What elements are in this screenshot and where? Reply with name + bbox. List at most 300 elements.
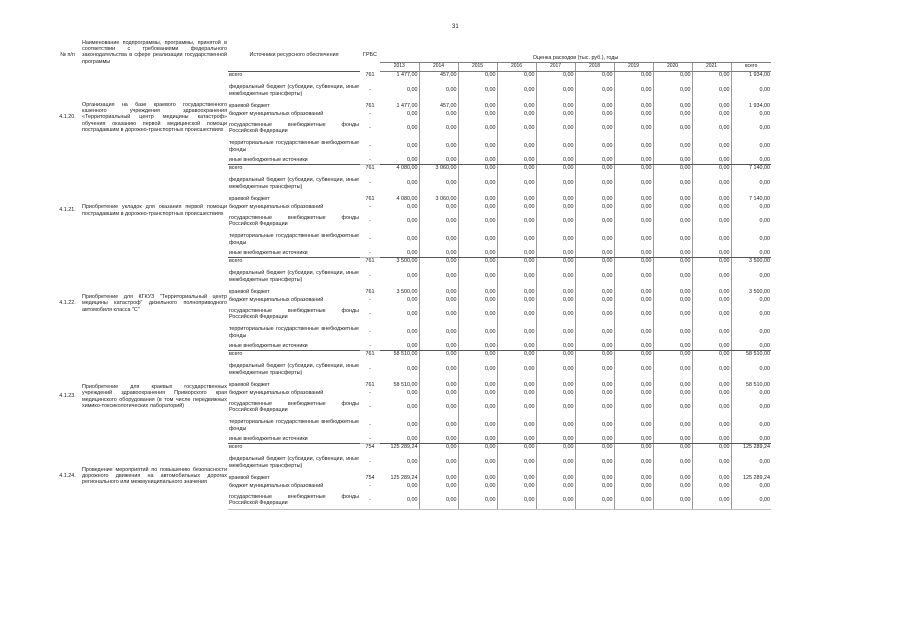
item-name: Приобретение для КГКУЗ "Территориальный центр медицины катастроф" дизельного полноприводного автомобиля класса "С" — [82, 294, 227, 313]
item-name: Приобретение для краевых государственных учреждений здравоохранения Приморского края медицинского оборудования (в том числе передвижных химико-токсикологических лабораторий) — [82, 384, 227, 409]
year-value: 0,00 — [380, 156, 419, 164]
year-value: 0,00 — [575, 443, 614, 451]
year-value: 0,00 — [458, 296, 497, 305]
grbs-code: 754 — [365, 474, 375, 481]
year-header: 2020 — [653, 62, 692, 71]
total-value: 3 500,00 — [731, 257, 771, 265]
source-label: государственные внебюджетные фонды Российской Федерации — [229, 121, 359, 134]
year-value: 0,00 — [653, 203, 692, 212]
year-value: 0,00 — [575, 435, 614, 443]
year-value: 0,00 — [419, 389, 458, 398]
grbs-code: - — [369, 403, 371, 410]
year-value: 0,00 — [419, 110, 458, 119]
total-value: 0,00 — [731, 110, 771, 119]
year-value: 0,00 — [380, 491, 419, 509]
grbs-code: - — [369, 390, 371, 397]
year-header: 2017 — [536, 62, 575, 71]
year-value: 0,00 — [458, 212, 497, 230]
year-value: 0,00 — [614, 230, 653, 249]
total-value: 0,00 — [731, 203, 771, 212]
source-label: федеральный бюджет (субсидии, субвенции, иные межбюджетные трансферты) — [229, 84, 359, 97]
source-label: краевой бюджет — [229, 102, 270, 109]
year-value: 0,00 — [614, 342, 653, 350]
year-value: 0,00 — [614, 102, 653, 110]
total-value: 0,00 — [731, 119, 771, 137]
grbs-code: - — [360, 342, 380, 350]
year-value: 0,00 — [419, 435, 458, 443]
year-value: 0,00 — [692, 102, 731, 110]
year-value: 0,00 — [536, 156, 575, 164]
grbs-code: 761 — [365, 381, 375, 388]
year-value: 58 510,00 — [393, 381, 418, 388]
year-value: 0,00 — [653, 398, 692, 416]
source-label: бюджет муниципальных образований — [229, 297, 324, 304]
year-value: 0,00 — [419, 398, 458, 416]
year-value: 0,00 — [497, 398, 536, 416]
year-value: 0,00 — [692, 398, 731, 416]
year-value: 0,00 — [497, 482, 536, 491]
year-value: 0,00 — [614, 288, 653, 296]
year-value: 0,00 — [407, 366, 418, 373]
table-row — [54, 350, 771, 358]
year-value: 0,00 — [497, 257, 536, 265]
year-value: 0,00 — [575, 296, 614, 305]
year-value: 0,00 — [497, 451, 536, 474]
year-value: 0,00 — [536, 323, 575, 342]
year-value: 0,00 — [614, 79, 653, 102]
year-value: 0,00 — [407, 124, 418, 131]
year-value: 0,00 — [497, 212, 536, 230]
grbs-code: - — [369, 483, 371, 490]
year-value: 0,00 — [575, 172, 614, 195]
year-value: 58 510,00 — [380, 350, 419, 358]
year-value: 0,00 — [614, 358, 653, 381]
item-number: 4.1.21. — [59, 207, 76, 214]
grbs-code: - — [369, 297, 371, 304]
year-value: 0,00 — [575, 381, 614, 389]
year-header: 2019 — [614, 62, 653, 71]
year-value: 0,00 — [653, 249, 692, 257]
year-value: 0,00 — [407, 422, 418, 429]
source-label: всего — [228, 257, 360, 265]
year-value: 0,00 — [692, 350, 731, 358]
year-value: 0,00 — [575, 102, 614, 110]
year-value: 3 060,00 — [419, 195, 458, 203]
year-value: 0,00 — [407, 483, 418, 490]
source-label: краевой бюджет — [229, 195, 270, 202]
year-value: 0,00 — [653, 381, 692, 389]
year-value: 0,00 — [419, 288, 458, 296]
grbs-code: - — [360, 435, 380, 443]
table-row — [54, 257, 771, 265]
item-number: 4.1.20. — [59, 114, 76, 121]
year-value: 0,00 — [536, 435, 575, 443]
year-value: 0,00 — [536, 203, 575, 212]
year-value: 0,00 — [692, 71, 731, 79]
year-value: 0,00 — [497, 110, 536, 119]
source-label: краевой бюджет — [229, 381, 270, 388]
year-value: 0,00 — [458, 172, 497, 195]
year-value: 0,00 — [419, 342, 458, 350]
year-value: 0,00 — [575, 305, 614, 323]
year-header: 2013 — [380, 62, 419, 71]
source-label: федеральный бюджет (субсидии, субвенции, иные межбюджетные трансферты) — [229, 177, 359, 190]
year-value: 0,00 — [458, 398, 497, 416]
year-value: 0,00 — [653, 358, 692, 381]
total-value: 58 510,00 — [731, 350, 771, 358]
total-value: 0,00 — [731, 491, 771, 509]
year-value: 0,00 — [497, 381, 536, 389]
year-value: 0,00 — [614, 305, 653, 323]
year-value: 0,00 — [692, 323, 731, 342]
item-name: Приобретение укладок для оказания первой помощи пострадавшим в дорожно-транспортных происшествиях — [82, 204, 227, 217]
year-value: 3 060,00 — [419, 164, 458, 172]
year-value: 0,00 — [614, 443, 653, 451]
source-label: всего — [228, 443, 360, 451]
year-value: 0,00 — [575, 156, 614, 164]
year-value: 0,00 — [614, 265, 653, 288]
total-value: 1 934,00 — [731, 102, 771, 110]
total-value: 7 140,00 — [731, 164, 771, 172]
year-value: 0,00 — [653, 350, 692, 358]
total-value: 0,00 — [731, 156, 771, 164]
total-value: 0,00 — [731, 482, 771, 491]
year-value: 0,00 — [653, 451, 692, 474]
grbs-code: - — [369, 236, 371, 243]
header-source: Источники ресурсного обеспечения — [249, 52, 339, 59]
total-value: 0,00 — [731, 416, 771, 435]
source-label: всего — [228, 350, 360, 358]
year-value: 0,00 — [536, 350, 575, 358]
source-label: федеральный бюджет (субсидии, субвенции, иные межбюджетные трансферты) — [229, 456, 359, 469]
year-value: 0,00 — [419, 203, 458, 212]
year-value: 0,00 — [458, 156, 497, 164]
year-value: 0,00 — [497, 443, 536, 451]
year-value: 0,00 — [458, 350, 497, 358]
year-value: 0,00 — [653, 172, 692, 195]
year-value: 0,00 — [692, 212, 731, 230]
year-header: 2018 — [575, 62, 614, 71]
year-value: 0,00 — [575, 474, 614, 482]
year-value: 0,00 — [575, 212, 614, 230]
year-value: 0,00 — [692, 451, 731, 474]
year-value: 0,00 — [458, 195, 497, 203]
table-row — [54, 443, 771, 451]
year-value: 0,00 — [419, 350, 458, 358]
year-value: 0,00 — [692, 381, 731, 389]
grbs-code: 761 — [365, 102, 375, 109]
grbs-code: 761 — [365, 258, 375, 265]
year-value: 0,00 — [536, 265, 575, 288]
year-value: 0,00 — [614, 137, 653, 156]
year-value: 0,00 — [407, 297, 418, 304]
year-value: 0,00 — [536, 389, 575, 398]
year-value: 0,00 — [458, 474, 497, 482]
year-value: 0,00 — [653, 491, 692, 509]
year-value: 0,00 — [407, 143, 418, 150]
year-value: 0,00 — [458, 119, 497, 137]
grbs-code: - — [369, 422, 371, 429]
year-value: 0,00 — [692, 265, 731, 288]
year-value: 0,00 — [407, 329, 418, 336]
year-value: 0,00 — [536, 195, 575, 203]
year-value: 0,00 — [536, 296, 575, 305]
year-value: 0,00 — [497, 71, 536, 79]
year-value: 0,00 — [692, 110, 731, 119]
year-value: 0,00 — [692, 119, 731, 137]
year-value: 0,00 — [458, 71, 497, 79]
year-value: 0,00 — [653, 195, 692, 203]
year-value: 0,00 — [536, 257, 575, 265]
year-value: 0,00 — [692, 305, 731, 323]
year-value: 0,00 — [536, 172, 575, 195]
year-value: 0,00 — [692, 389, 731, 398]
year-value: 0,00 — [575, 358, 614, 381]
year-value: 0,00 — [458, 389, 497, 398]
year-value: 0,00 — [653, 212, 692, 230]
total-value: 0,00 — [731, 342, 771, 350]
year-value: 0,00 — [497, 156, 536, 164]
year-value: 0,00 — [575, 79, 614, 102]
year-value: 0,00 — [536, 230, 575, 249]
source-label: территориальные государственные внебюджетные фонды — [229, 140, 359, 153]
year-value: 0,00 — [653, 288, 692, 296]
grbs-code: - — [369, 329, 371, 336]
year-value: 125 289,24 — [390, 474, 418, 481]
year-value: 4 080,00 — [396, 195, 418, 202]
total-value: 3 500,00 — [731, 288, 771, 296]
grbs-code: 761 — [365, 288, 375, 295]
year-value: 0,00 — [458, 110, 497, 119]
year-value: 0,00 — [653, 296, 692, 305]
grbs-code: 761 — [365, 71, 375, 78]
year-value: 0,00 — [575, 389, 614, 398]
year-value: 0,00 — [614, 203, 653, 212]
year-value: 0,00 — [536, 137, 575, 156]
year-value: 0,00 — [692, 435, 731, 443]
year-value: 0,00 — [497, 230, 536, 249]
page-number: 31 — [452, 24, 459, 30]
grbs-code: - — [369, 310, 371, 317]
total-value: 0,00 — [731, 296, 771, 305]
year-value: 0,00 — [407, 273, 418, 280]
year-value: 0,00 — [575, 137, 614, 156]
year-value: 0,00 — [536, 482, 575, 491]
year-value: 125 289,24 — [380, 443, 419, 451]
source-label: иные внебюджетные источники — [228, 249, 360, 257]
year-value: 0,00 — [407, 403, 418, 410]
source-label: территориальные государственные внебюджетные фонды — [229, 419, 359, 432]
year-value: 0,00 — [458, 230, 497, 249]
year-value: 0,00 — [575, 71, 614, 79]
year-value: 0,00 — [380, 435, 419, 443]
year-value: 0,00 — [653, 119, 692, 137]
year-value: 0,00 — [653, 305, 692, 323]
source-label: бюджет муниципальных образований — [229, 111, 324, 118]
grbs-code: 761 — [365, 165, 375, 172]
year-value: 0,00 — [536, 443, 575, 451]
source-label: бюджет муниципальных образований — [229, 483, 324, 490]
year-value: 0,00 — [653, 443, 692, 451]
year-value: 0,00 — [614, 257, 653, 265]
year-value: 0,00 — [536, 79, 575, 102]
year-value: 0,00 — [419, 323, 458, 342]
year-value: 0,00 — [653, 79, 692, 102]
grbs-code: - — [369, 87, 371, 94]
grbs-code: 761 — [365, 351, 375, 358]
header-grbs: ГРБС — [363, 52, 377, 59]
year-value: 0,00 — [536, 288, 575, 296]
year-value: 0,00 — [575, 249, 614, 257]
source-label: государственные внебюджетные фонды Российской Федерации — [229, 400, 359, 413]
year-value: 0,00 — [575, 203, 614, 212]
grbs-code: - — [369, 143, 371, 150]
year-value: 0,00 — [497, 288, 536, 296]
year-value: 0,00 — [614, 71, 653, 79]
year-header: 2016 — [497, 62, 536, 71]
year-value: 0,00 — [419, 491, 458, 509]
year-value: 0,00 — [653, 137, 692, 156]
year-value: 0,00 — [419, 381, 458, 389]
year-value: 0,00 — [692, 296, 731, 305]
grbs-code: - — [369, 111, 371, 118]
year-value: 0,00 — [692, 257, 731, 265]
year-value: 0,00 — [653, 164, 692, 172]
year-value: 0,00 — [653, 230, 692, 249]
source-label: территориальные государственные внебюджетные фонды — [229, 233, 359, 246]
year-value: 0,00 — [653, 342, 692, 350]
year-value: 0,00 — [653, 265, 692, 288]
year-value: 0,00 — [536, 71, 575, 79]
year-value: 0,00 — [536, 474, 575, 482]
total-value: 0,00 — [731, 137, 771, 156]
year-header: 2021 — [692, 62, 731, 71]
table-header-row — [54, 40, 771, 62]
grbs-code: 761 — [365, 195, 375, 202]
year-value: 0,00 — [692, 443, 731, 451]
year-value: 0,00 — [575, 230, 614, 249]
year-value: 0,00 — [497, 350, 536, 358]
year-value: 1 477,00 — [396, 102, 418, 109]
header-name: Наименование подпрограммы, программы, принятой в соответствии с требованиями федерального законодательства в сфере реализации государственной программы — [82, 40, 227, 65]
year-value: 0,00 — [575, 323, 614, 342]
year-value: 0,00 — [419, 230, 458, 249]
year-value: 0,00 — [575, 416, 614, 435]
year-value: 0,00 — [497, 119, 536, 137]
total-value: 125 289,24 — [731, 474, 771, 482]
year-value: 1 477,00 — [380, 71, 419, 79]
total-value: 0,00 — [731, 358, 771, 381]
source-label: государственные внебюджетные фонды Российской Федерации — [229, 214, 359, 227]
item-number: 4.1.23. — [59, 393, 76, 400]
year-value: 3 500,00 — [396, 288, 418, 295]
year-value: 0,00 — [419, 249, 458, 257]
year-value: 0,00 — [419, 296, 458, 305]
year-value: 0,00 — [692, 230, 731, 249]
year-value: 0,00 — [614, 164, 653, 172]
year-value: 0,00 — [536, 102, 575, 110]
budget-table — [54, 40, 771, 510]
year-value: 0,00 — [536, 212, 575, 230]
grbs-code: - — [360, 156, 380, 164]
year-value: 0,00 — [692, 474, 731, 482]
grbs-code: - — [369, 273, 371, 280]
year-value: 0,00 — [497, 249, 536, 257]
year-value: 0,00 — [458, 137, 497, 156]
grbs-code: - — [369, 366, 371, 373]
year-value: 0,00 — [419, 257, 458, 265]
year-value: 0,00 — [419, 451, 458, 474]
year-value: 0,00 — [407, 217, 418, 224]
year-value: 0,00 — [419, 358, 458, 381]
year-value: 0,00 — [536, 164, 575, 172]
year-value: 0,00 — [497, 164, 536, 172]
year-value: 0,00 — [407, 459, 418, 466]
total-value: 0,00 — [731, 389, 771, 398]
year-value: 0,00 — [380, 249, 419, 257]
year-value: 0,00 — [692, 416, 731, 435]
total-value: 0,00 — [731, 265, 771, 288]
year-value: 0,00 — [419, 137, 458, 156]
year-value: 0,00 — [407, 180, 418, 187]
year-value: 0,00 — [458, 305, 497, 323]
year-value: 0,00 — [497, 137, 536, 156]
year-value: 0,00 — [575, 195, 614, 203]
year-value: 0,00 — [497, 102, 536, 110]
year-value: 0,00 — [575, 288, 614, 296]
total-value: 0,00 — [731, 435, 771, 443]
year-value: 0,00 — [536, 342, 575, 350]
year-value: 0,00 — [614, 156, 653, 164]
year-value: 0,00 — [575, 257, 614, 265]
year-header: всего — [731, 62, 771, 71]
year-value: 0,00 — [497, 296, 536, 305]
year-value: 0,00 — [458, 203, 497, 212]
year-value: 0,00 — [419, 212, 458, 230]
total-value: 0,00 — [731, 398, 771, 416]
total-value: 0,00 — [731, 323, 771, 342]
year-value: 0,00 — [536, 381, 575, 389]
year-value: 0,00 — [458, 416, 497, 435]
source-label: государственные внебюджетные фонды Российской Федерации — [228, 491, 360, 509]
year-value: 457,00 — [419, 102, 458, 110]
year-value: 0,00 — [497, 389, 536, 398]
year-value: 0,00 — [419, 156, 458, 164]
year-value: 0,00 — [614, 110, 653, 119]
year-value: 0,00 — [497, 358, 536, 381]
total-value: 7 140,00 — [731, 195, 771, 203]
source-label: территориальные государственные внебюджетные фонды — [229, 326, 359, 339]
year-value: 0,00 — [536, 249, 575, 257]
year-value: 0,00 — [497, 203, 536, 212]
year-value: 0,00 — [407, 204, 418, 211]
year-value: 0,00 — [614, 323, 653, 342]
grbs-code: 754 — [365, 444, 375, 451]
year-header: 2015 — [458, 62, 497, 71]
year-value: 0,00 — [575, 265, 614, 288]
year-header: 2014 — [419, 62, 458, 71]
year-value: 0,00 — [497, 491, 536, 509]
grbs-code: - — [369, 180, 371, 187]
total-value: 125 289,24 — [731, 443, 771, 451]
year-value: 0,00 — [419, 482, 458, 491]
year-value: 0,00 — [692, 195, 731, 203]
source-label: всего — [228, 164, 360, 172]
source-label: краевой бюджет — [229, 474, 270, 481]
year-value: 0,00 — [653, 389, 692, 398]
year-value: 0,00 — [536, 451, 575, 474]
year-value: 0,00 — [653, 482, 692, 491]
